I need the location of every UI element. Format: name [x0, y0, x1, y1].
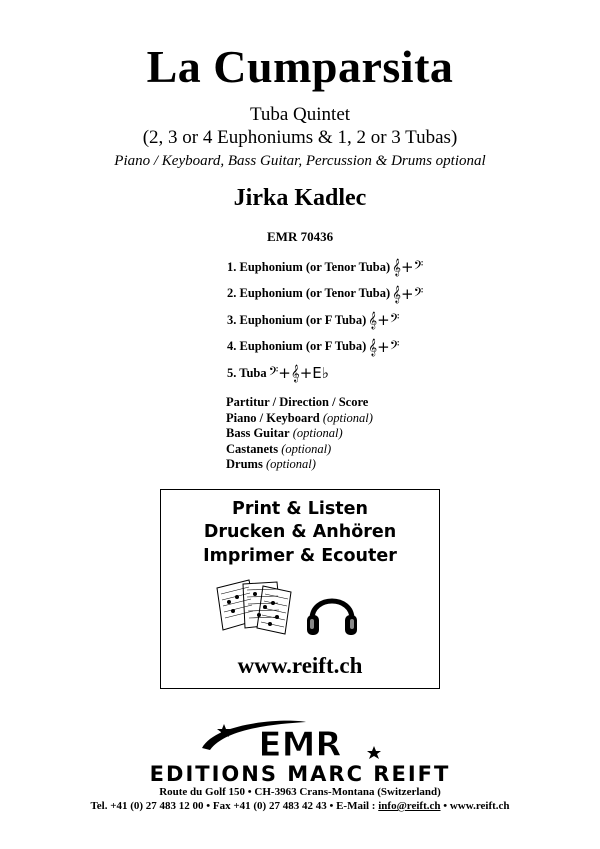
emr-logo	[196, 718, 404, 762]
contact-phone-fax: Tel. +41 (0) 27 483 12 00 • Fax +41 (0) 27 483 42 43 • E-Mail :	[90, 800, 379, 812]
publisher-name: EDITIONS MARC REIFT	[149, 762, 451, 786]
part-label: 5. Tuba	[227, 365, 267, 380]
publisher-address: Route du Golf 150 • CH-3963 Crans-Montana (Switzerland)	[159, 786, 441, 798]
print-listen-box[interactable]	[160, 489, 440, 689]
extra-part-item	[226, 411, 373, 427]
promo-website-link[interactable]: www.reift.ch	[237, 653, 363, 678]
part-item	[227, 307, 423, 334]
contact-website[interactable]: • www.reift.ch	[440, 800, 510, 812]
extra-part-name: Piano / Keyboard	[226, 410, 320, 425]
publisher-contact	[0, 800, 600, 812]
catalog-number: EMR 70436	[267, 229, 334, 244]
part-label: 2. Euphonium (or Tenor Tuba)	[227, 286, 391, 301]
extra-part-item	[226, 395, 373, 411]
optional-note: (optional)	[322, 410, 373, 425]
part-label: 3. Euphonium (or F Tuba)	[227, 312, 367, 327]
logo-text: EMR	[258, 725, 342, 762]
optional-note: (optional)	[281, 441, 332, 456]
extra-part-name: Bass Guitar	[226, 426, 290, 440]
extra-part-name: Drums	[226, 457, 263, 471]
clef-icon: 𝄞+𝄢	[392, 258, 424, 277]
sheet-music-icon	[215, 578, 295, 638]
instrumentation: (2, 3 or 4 Euphoniums & 1, 2 or 3 Tubas)	[142, 127, 458, 148]
extra-parts-list	[226, 395, 373, 473]
part-label: 1. Euphonium (or Tenor Tuba)	[227, 259, 391, 274]
clef-icon: 𝄢+𝄞+E♭	[268, 364, 329, 383]
part-label: 4. Euphonium (or F Tuba)	[227, 339, 367, 354]
extra-part-name: Castanets	[226, 441, 279, 456]
headphones-icon	[304, 587, 360, 639]
score-subtitle: Tuba Quintet	[249, 104, 351, 125]
score-title: La Cumparsita	[146, 41, 454, 92]
composer-name: Jirka Kadlec	[233, 185, 367, 211]
optional-note: (optional)	[292, 426, 343, 440]
clef-icon: 𝄞+𝄢	[392, 284, 424, 303]
extra-part-item	[226, 457, 373, 473]
part-item	[227, 360, 423, 387]
promo-line-english: Print & Listen	[232, 499, 368, 519]
clef-icon: 𝄞+𝄢	[368, 311, 400, 330]
part-item	[227, 254, 423, 281]
part-item	[227, 334, 423, 361]
promo-line-german: Drucken & Anhören	[203, 522, 397, 542]
parts-list	[227, 254, 423, 387]
extra-part-item	[226, 426, 373, 442]
part-item	[227, 281, 423, 308]
promo-line-french: Imprimer & Ecouter	[203, 546, 397, 566]
contact-email-link[interactable]: info@reift.ch	[378, 800, 441, 812]
extra-part-name: Partitur / Direction / Score	[226, 395, 369, 409]
extra-part-item	[226, 442, 373, 458]
optional-instruments: Piano / Keyboard, Bass Guitar, Percussion & Drums optional	[114, 153, 486, 169]
clef-icon: 𝄞+𝄢	[368, 337, 400, 356]
optional-note: (optional)	[265, 457, 316, 471]
